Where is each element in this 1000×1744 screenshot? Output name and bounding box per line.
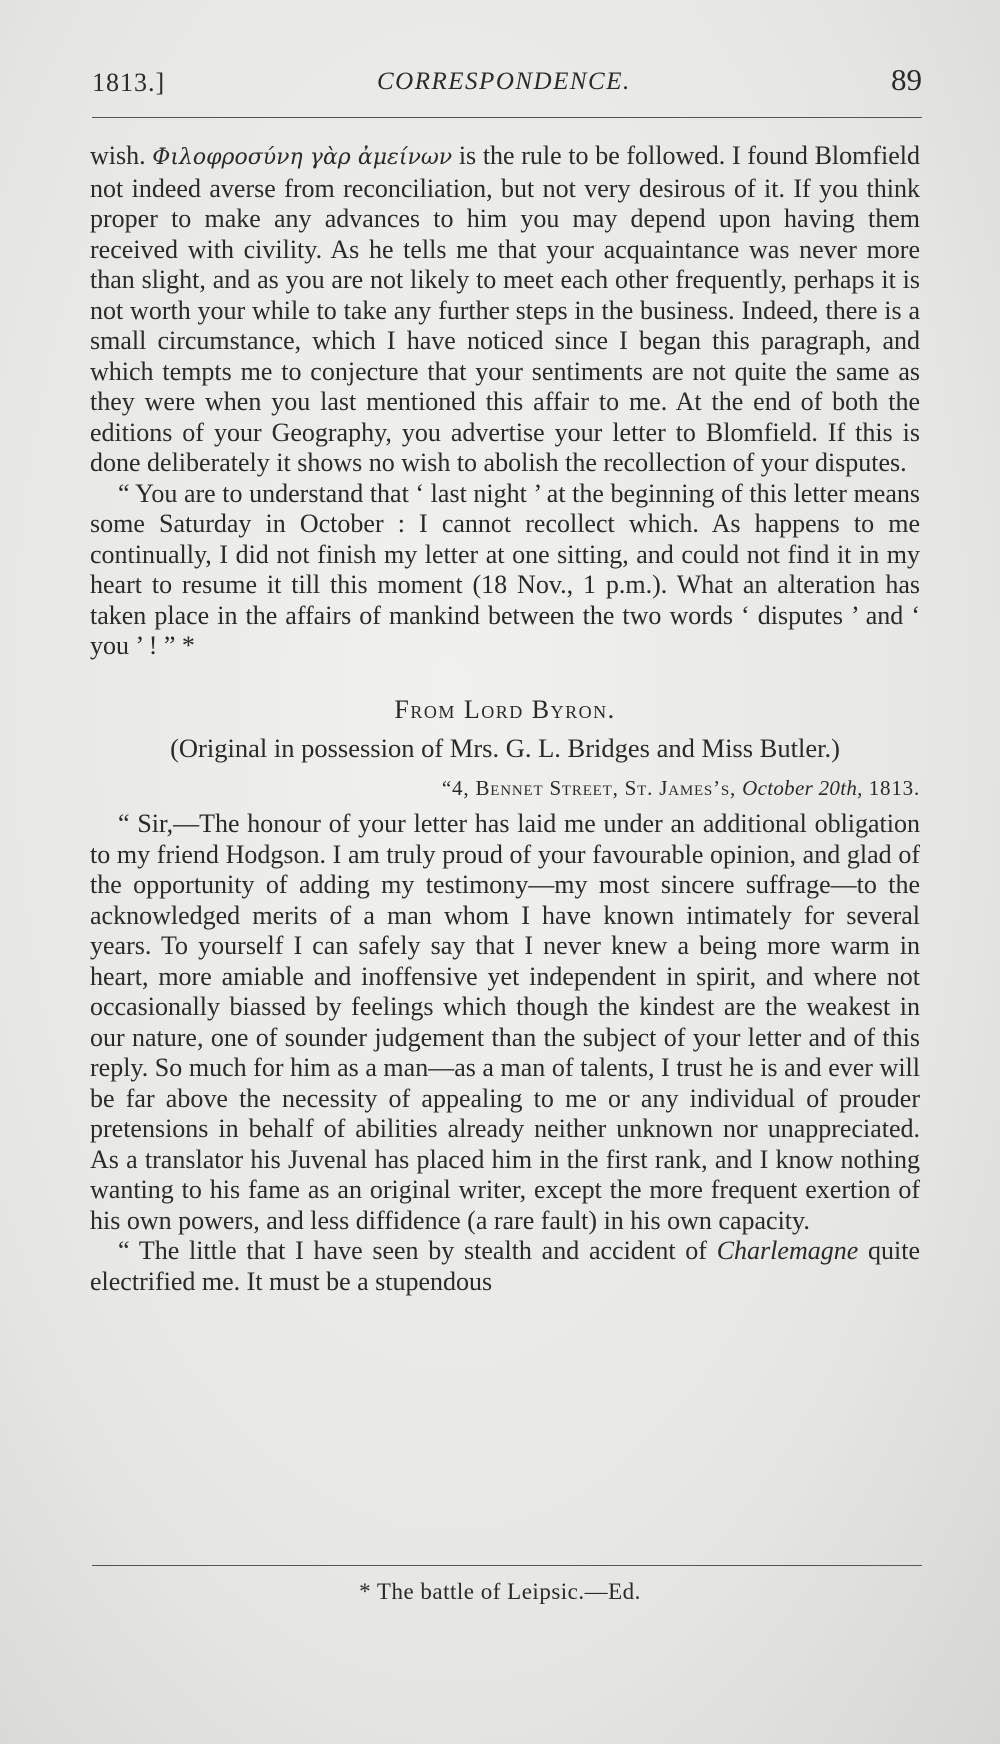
- letter1-paragraph-1: [90, 141, 920, 479]
- letter-address: [90, 773, 920, 804]
- page-body: [90, 141, 920, 1297]
- footnote-rule: [92, 1565, 922, 1566]
- page-number: 89: [891, 62, 922, 97]
- letter2-p2-start: “ The little that I have seen by stealth and accident of: [118, 1236, 707, 1265]
- footnote: * The battle of Leipsic.—Ed.: [359, 1579, 641, 1604]
- header-year: 1813.]: [92, 68, 166, 97]
- header-title: CORRESPONDENCE.: [377, 68, 631, 95]
- running-head: [92, 62, 922, 102]
- letter2-paragraph-2: [90, 1236, 920, 1297]
- letter2-p2-rest: quite electrified me. It must be a stupendous: [90, 1236, 921, 1296]
- address-year: 1813.: [868, 775, 920, 800]
- letter1-p1-rest: is the rule to be followed. I found Blomfield not indeed averse from reconciliation, but not very desirous of it. If you think proper to make any advances to him you may depend upon having them received with civility. As he tells me that your acquaintance was never more than slight, and as you are not likely to meet each other frequently, perhaps it is not worth your while to take any further steps in the business. Indeed, there is a small circumstance, which I have noticed since I began this paragraph, and which tempts me to conjecture that your sentiments are not quite the same as they were when you last mentioned this affair to me. At the end of both the editions of your Geography, you advertise your letter to Blomfield. If this is done deliberately it shows no wish to abolish the recollection of your disputes.: [90, 141, 921, 477]
- header-rule: [92, 117, 922, 118]
- letter1-paragraph-2: “ You are to understand that ‘ last night ’ at the beginning of this letter means some Saturday in October : I cannot recollect which. As happens to me continually, I did not finish my letter at one sitting, and could not find it in my heart to resume it till this moment (18 Nov., 1 p.m.). What an alteration has taken place in the affairs of mankind between the two words ‘ disputes ’ and ‘ you ’ ! ” *: [90, 478, 920, 660]
- letter2-paragraph-1: “ Sir,—The honour of your letter has laid me under an additional obligation to my friend Hodgson. I am truly proud of your favourable opinion, and glad of the opportunity of adding my testimony—my most sincere suffrage—to the acknowledged merits of a man whom I have known intimately for several years. To yourself I can safely say that I never knew a being more warm in heart, more amiable and inoffensive yet independent in spirit, and where not occasionally biassed by feelings which though the kindest are the weakest in our nature, one of sounder judgement than the subject of your letter and of this reply. So much for him as a man—as a man of talents, I trust he is and ever will be far above the necessity of appealing to me or any individual of prouder pretensions in behalf of abilities already neither unknown nor unappreciated. As a translator his Juvenal has placed him in the first rank, and I know nothing wanting to his fame as an original writer, except the more frequent exertion of his own powers, and less diffidence (a rare fault) in his own capacity.: [90, 809, 920, 1235]
- section-subheading: (Original in possession of Mrs. G. L. Bridges and Miss Butler.): [170, 733, 840, 763]
- charlemagne-title: Charlemagne: [716, 1236, 859, 1265]
- letter1-p1-start: wish.: [90, 141, 146, 170]
- address-place: “4, Bennet Street, St. James’s,: [441, 775, 737, 800]
- section-heading: From Lord Byron.: [394, 694, 616, 724]
- address-date: October 20th,: [742, 775, 863, 800]
- greek-phrase: Φιλοφροσύνη γὰρ ἀμείνων: [152, 145, 453, 170]
